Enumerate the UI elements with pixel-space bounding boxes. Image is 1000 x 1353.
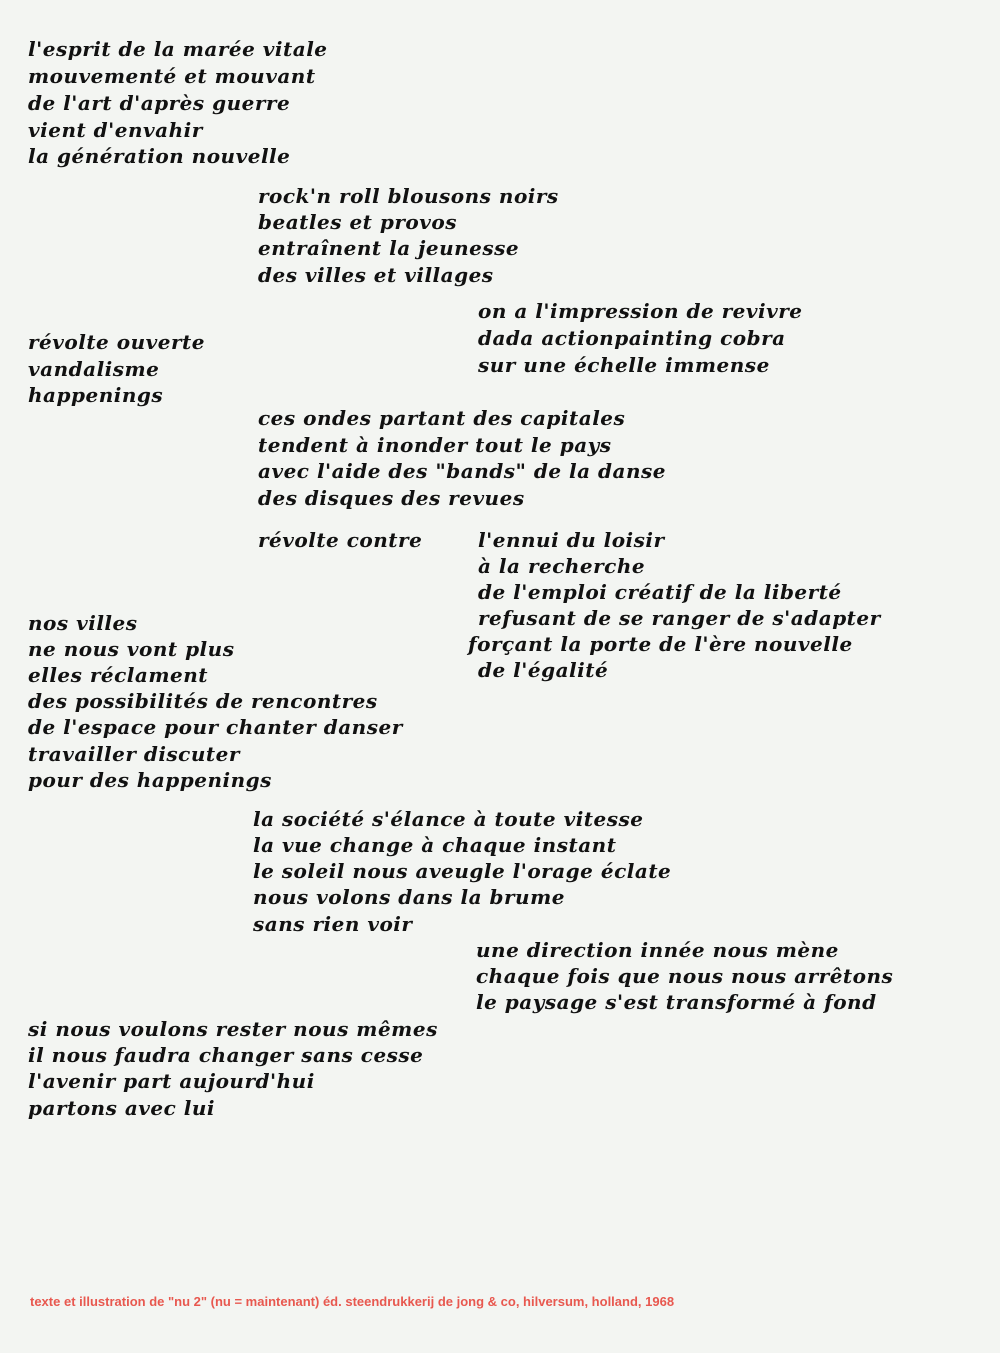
poem-line: la vue change à chaque instant (253, 833, 617, 857)
caption: texte et illustration de "nu 2" (nu = maintenant) éd. steendrukkerij de jong & co, hilversum, holland, 1968 (30, 1294, 675, 1309)
poem-line: sur une échelle immense (478, 353, 770, 377)
poem-line: si nous voulons rester nous mêmes (28, 1017, 438, 1041)
poem-line: partons avec lui (28, 1096, 216, 1120)
poem-line: révolte contre (258, 528, 423, 552)
poem-line: entraînent la jeunesse (258, 236, 520, 260)
poem-line: nos villes (28, 611, 138, 635)
poem-line: happenings (28, 383, 164, 407)
poem-line: de l'emploi créatif de la liberté (478, 580, 842, 604)
poem-line: des possibilités de rencontres (28, 689, 378, 713)
poem-line: l'esprit de la marée vitale (28, 37, 328, 61)
poem-line: révolte ouverte (28, 330, 205, 354)
poem-line: vandalisme (28, 357, 160, 381)
poem-line: mouvementé et mouvant (28, 64, 316, 88)
poem-line: vient d'envahir (28, 118, 203, 142)
poem-line: des villes et villages (258, 263, 494, 287)
poem-line: sans rien voir (253, 912, 413, 936)
poem-line: tendent à inonder tout le pays (258, 433, 612, 457)
poem-line: la génération nouvelle (28, 144, 291, 168)
poem-line: refusant de se ranger de s'adapter (478, 606, 881, 630)
poem-line: nous volons dans la brume (253, 885, 565, 909)
poem-line: rock'n roll blousons noirs (258, 184, 559, 208)
poem-line: de l'art d'après guerre (28, 91, 291, 115)
poem-line: elles réclament (28, 663, 209, 687)
poem-line: des disques des revues (258, 486, 525, 510)
poem-line: à la recherche (478, 554, 646, 578)
poem-line: le paysage s'est transformé à fond (476, 990, 877, 1014)
poem-line: l'avenir part aujourd'hui (28, 1069, 315, 1093)
poem-line: pour des happenings (28, 768, 272, 792)
poem-line: la société s'élance à toute vitesse (253, 807, 644, 831)
poem-line: dada actionpainting cobra (478, 326, 786, 350)
poem-line: ne nous vont plus (28, 637, 235, 661)
poem-line: on a l'impression de revivre (478, 299, 803, 323)
poem-line: avec l'aide des "bands" de la danse (258, 459, 667, 483)
poem-line: l'ennui du loisir (478, 528, 665, 552)
poem-line: une direction innée nous mène (476, 938, 839, 962)
poem-line: de l'espace pour chanter danser (28, 715, 403, 739)
poem-line: travailler discuter (28, 742, 240, 766)
poem-line: de l'égalité (478, 658, 609, 682)
poem-line: chaque fois que nous nous arrêtons (476, 964, 894, 988)
poem-line: ces ondes partant des capitales (258, 406, 626, 430)
poem-line: il nous faudra changer sans cesse (28, 1043, 424, 1067)
poem-line: forçant la porte de l'ère nouvelle (468, 632, 853, 656)
poem-line: beatles et provos (258, 210, 457, 234)
poem-line: le soleil nous aveugle l'orage éclate (253, 859, 672, 883)
